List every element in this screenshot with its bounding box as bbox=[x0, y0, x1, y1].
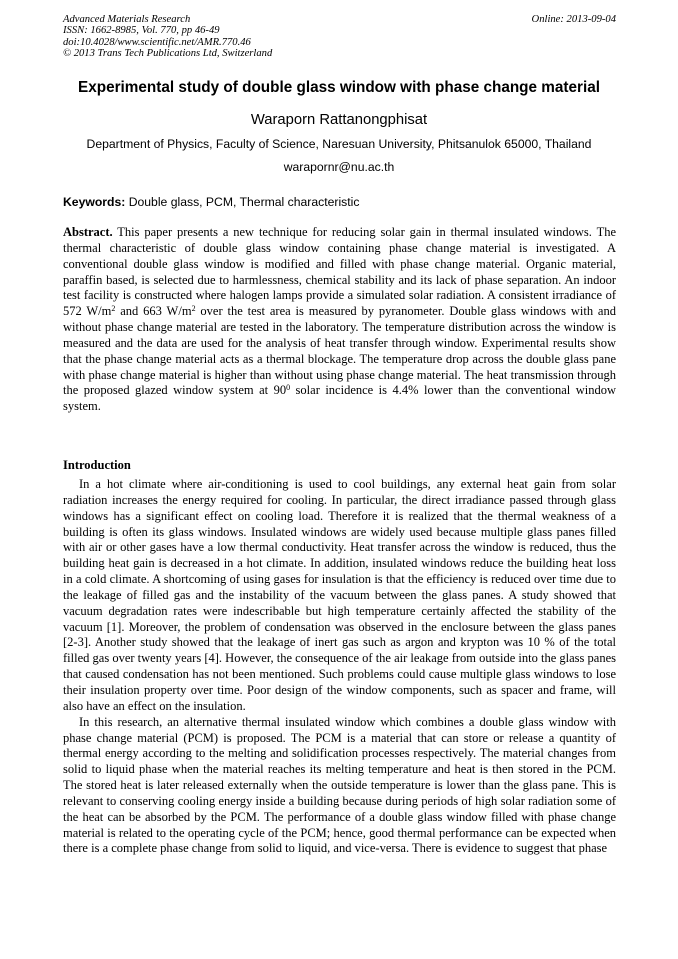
abstract-text-3: over the test area is measured by pyranometer. Double glass windows with and without phase change material are tested in the laboratory. The temperature distribution across the window is measured and the data are used for the analysis of heat transfer through window. Experimental results show that the phase change material acts as a thermal blockage. The temperature drop across the double glass pane with phase change material is higher than without using phase change material. The heat transmission through the proposed glazed window system at 90 bbox=[63, 304, 616, 398]
paper-title: Experimental study of double glass window with phase change material bbox=[78, 79, 600, 96]
page-header bbox=[63, 14, 616, 59]
superscript-3: 0 bbox=[286, 383, 291, 393]
abstract-text-4: solar incidence is 4.4% lower than the conventional window system. bbox=[63, 383, 616, 414]
keywords bbox=[63, 195, 616, 209]
author-email: warapornr@nu.ac.th bbox=[283, 160, 395, 174]
online-date: Online: 2013-09-04 bbox=[531, 14, 616, 25]
copyright-line: © 2013 Trans Tech Publications Ltd, Switzerland bbox=[63, 47, 273, 59]
superscript-1: 2 bbox=[111, 304, 116, 314]
introduction-body bbox=[63, 477, 616, 857]
introduction-paragraph-2: In this research, an alternative thermal insulated window which combines a double glass window with phase change material (PCM) is proposed. The PCM is a material that can store or release a quantity of thermal energy according to the melting and solidification processes respectively. The material changes from solid to liquid phase when the material reaches its melting temperature and heat is then stored in the PCM. The stored heat is later released externally when the outside temperature is lower than the glass pane. This is relevant to conserving cooling energy inside a building because during periods of high solar radiation some of the heat can be absorbed by the PCM. The performance of a double glass window filled with phase change material is related to the operating cycle of the PCM; hence, good thermal performance can be expected when there is a complete phase change from solid to liquid, and vice-versa. There is evidence to suggest that phase bbox=[63, 714, 616, 856]
abstract-text-2: and 663 W/m bbox=[115, 304, 192, 319]
author-affiliation: Department of Physics, Faculty of Science, Naresuan University, Phitsanulok 65000, Thailand bbox=[86, 137, 592, 151]
section-heading-introduction: Introduction bbox=[63, 458, 131, 472]
introduction-paragraph-1: In a hot climate where air-conditioning is used to cool buildings, any external heat gain from solar radiation increases the energy required for cooling. In particular, the direct irradiance passed through glass windows has a significant effect on cooling load. Therefore it is realized that the thermal weakness of a building is often its glass windows. Insulated windows are widely used because multiple glass panes filled with air or other gases have a low thermal conductivity. Heat transfer across the window is reduced, thus the building heat gain is decreased in a hot climate. In addition, insulated windows reduce the building heat loss in a cold climate. A shortcoming of using gases for insulation is that the efficiency is reduced over time due to the leakage of filled gas and the instability of the vacuum between the glass panes. A study showed that vacuum degradation rates were indescribable but high temperature certainly affected the stability of the vacuum [1]. Moreover, the problem of condensation was observed in the enclosure between the glass panes [2-3]. Another study showed that the leakage of inert gas such as argon and krypton was 10 % of the total filled gas over twenty years [4]. However, the consequence of the air leakage from outside into the glass panes that caused condensation has not been mentioned. Such problems could cause multiple glass windows to lose their insulation property over time. Poor design of the window components, such as spacer and frame, will also have an effect on the insulation. bbox=[63, 477, 616, 713]
keywords-text: Double glass, PCM, Thermal characteristic bbox=[125, 195, 360, 209]
keywords-label: Keywords: bbox=[63, 195, 126, 209]
issn-line: ISSN: 1662-8985, Vol. 770, pp 46-49 bbox=[63, 25, 220, 37]
abstract-text-1: This paper presents a new technique for reducing solar gain in thermal insulated windows. The thermal characteristic of double glass window containing phase change material is investigated. A conventional double glass window is modified and filled with phase change material. Organic material, paraffin based, is selected due to harmlessness, chemical stability and its lack of phase separation. An indoor test facility is constructed where halogen lamps provide a simulated solar radiation. A consistent irradiance of 572 W/m bbox=[63, 225, 616, 319]
superscript-2: 2 bbox=[191, 304, 196, 314]
abstract bbox=[63, 225, 616, 415]
abstract-label: Abstract. bbox=[63, 225, 113, 239]
journal-name: Advanced Materials Research bbox=[63, 14, 191, 25]
author-name: Waraporn Rattanongphisat bbox=[250, 112, 428, 128]
doi-line: doi:10.4028/www.scientific.net/AMR.770.46 bbox=[63, 36, 251, 48]
